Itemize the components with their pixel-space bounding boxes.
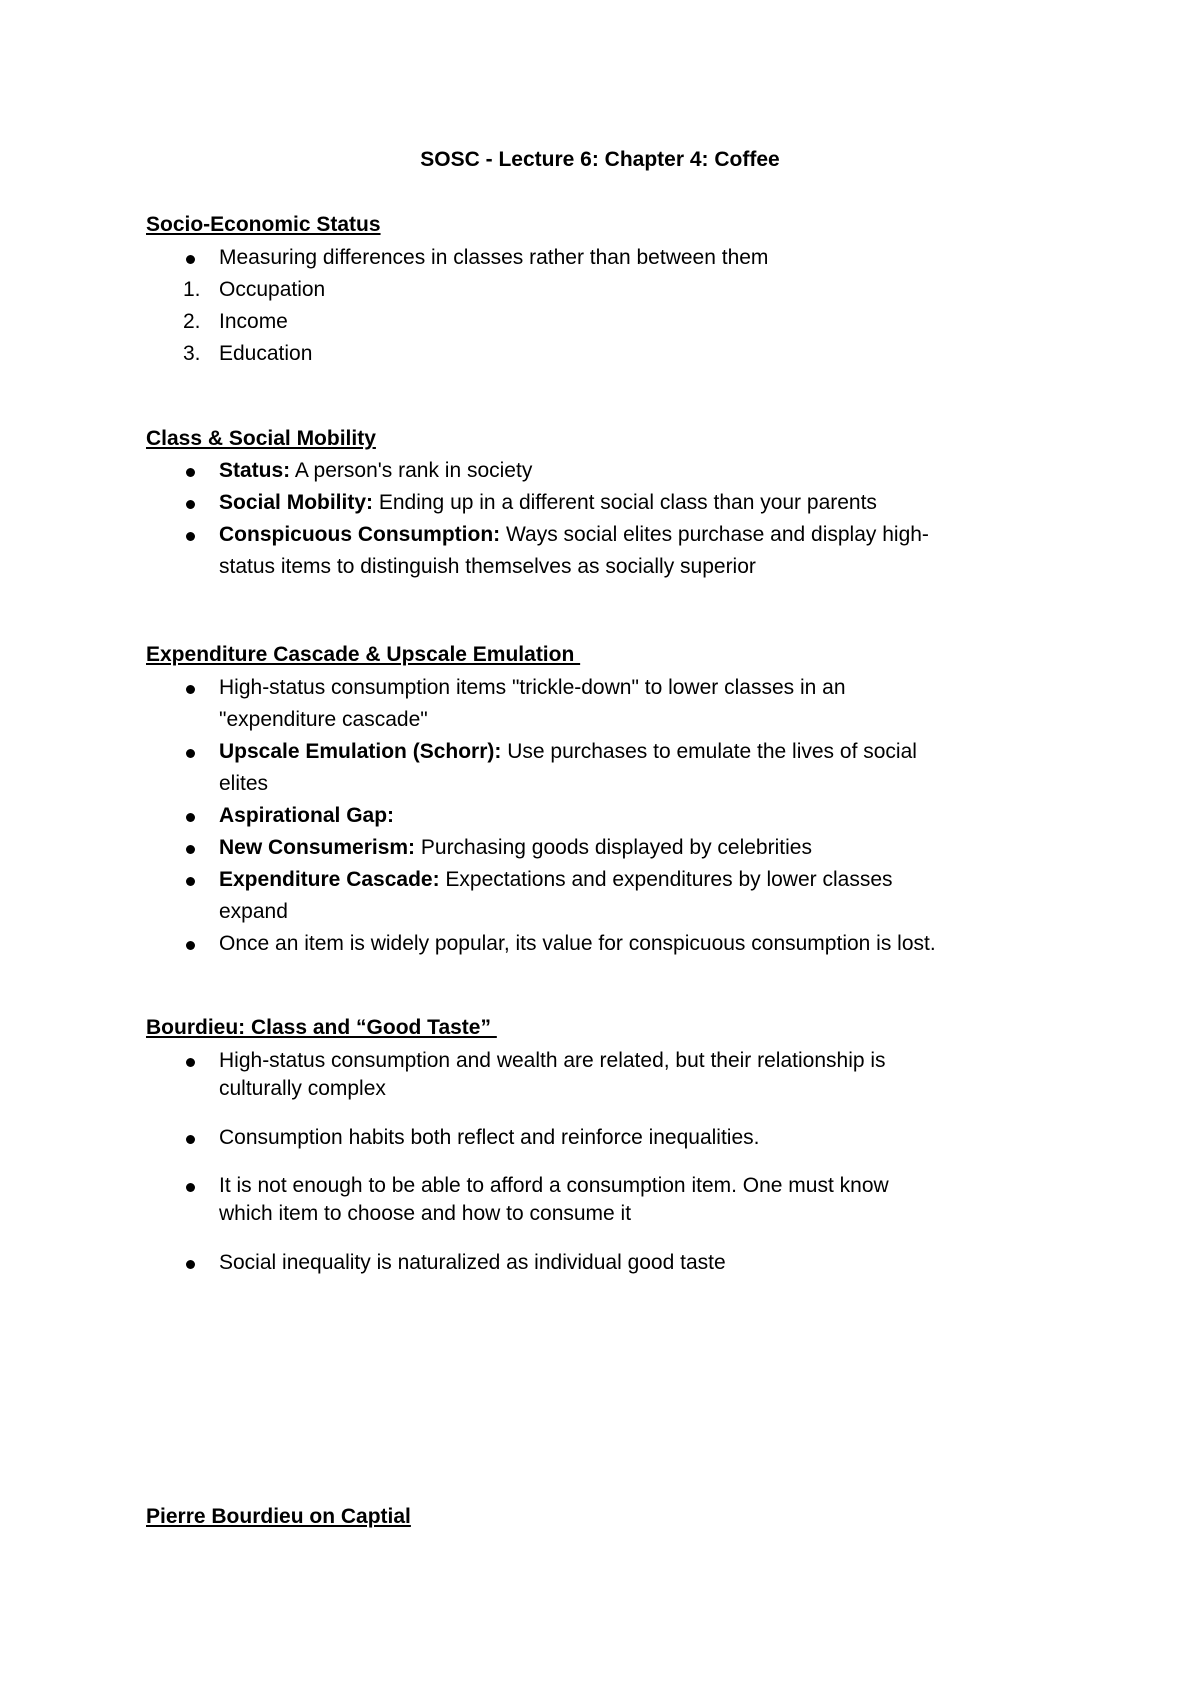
list-item bbox=[0, 491, 1200, 523]
definition: A person's rank in society bbox=[290, 459, 533, 482]
list-item-text-continued: culturally complex bbox=[219, 1077, 386, 1100]
list-item-text: Social inequality is naturalized as individual good taste bbox=[219, 1251, 726, 1274]
document-title: SOSC - Lecture 6: Chapter 4: Coffee bbox=[420, 148, 780, 171]
definition: Expectations and expenditures by lower classes bbox=[439, 868, 893, 891]
bullet-icon bbox=[186, 845, 195, 854]
list-item-text: Once an item is widely popular, its value for conspicuous consumption is lost. bbox=[219, 932, 936, 955]
bullet-icon bbox=[186, 1135, 195, 1144]
bullet-icon bbox=[186, 468, 195, 477]
list-item-text-continued: which item to choose and how to consume it bbox=[219, 1202, 632, 1225]
term: New Consumerism: bbox=[219, 836, 416, 859]
section-heading-bourdieu-good-taste: Bourdieu: Class and “Good Taste” bbox=[146, 1016, 497, 1039]
list-item-text-continued: "expenditure cascade" bbox=[219, 708, 428, 731]
bullet-icon bbox=[186, 749, 195, 758]
section-heading-class-social-mobility: Class & Social Mobility bbox=[146, 427, 376, 450]
section-heading-socio-economic-status: Socio-Economic Status bbox=[146, 213, 381, 236]
definition: Use purchases to emulate the lives of social bbox=[501, 740, 917, 763]
list-item-text bbox=[219, 740, 917, 764]
bullet-icon bbox=[186, 685, 195, 694]
list-item-text bbox=[219, 459, 532, 483]
list-item-text bbox=[219, 804, 394, 828]
list-item bbox=[0, 459, 1200, 491]
term: Conspicuous Consumption: bbox=[219, 523, 501, 546]
list-item bbox=[0, 804, 1200, 836]
term: Social Mobility: bbox=[219, 491, 374, 514]
list-item-text bbox=[219, 491, 877, 515]
list-item bbox=[0, 740, 1200, 772]
list-item bbox=[0, 1251, 1200, 1283]
bullet-icon bbox=[186, 1058, 195, 1067]
list-item bbox=[0, 342, 1200, 374]
list-number: 2. bbox=[183, 310, 201, 333]
definition-continued: expand bbox=[219, 900, 288, 923]
definition: Purchasing goods displayed by celebrities bbox=[415, 836, 812, 859]
bullet-icon bbox=[186, 1183, 195, 1192]
list-item-text: Income bbox=[219, 310, 288, 333]
definition: Ending up in a different social class than your parents bbox=[373, 491, 877, 514]
list-item bbox=[0, 310, 1200, 342]
list-item bbox=[0, 676, 1200, 708]
list-item bbox=[0, 836, 1200, 868]
list-item-text: Measuring differences in classes rather than between them bbox=[219, 246, 769, 269]
list-item bbox=[0, 523, 1200, 555]
list-item bbox=[0, 868, 1200, 900]
list-item-text bbox=[219, 523, 929, 547]
list-item bbox=[0, 1126, 1200, 1158]
bullet-icon bbox=[186, 813, 195, 822]
term: Upscale Emulation (Schorr): bbox=[219, 740, 502, 763]
list-item-text: It is not enough to be able to afford a consumption item. One must know bbox=[219, 1174, 889, 1197]
list-item-text: Education bbox=[219, 342, 313, 365]
list-item-text: High-status consumption and wealth are related, but their relationship is bbox=[219, 1049, 886, 1072]
list-item-continuation bbox=[0, 1077, 1200, 1109]
list-item-continuation bbox=[0, 772, 1200, 804]
term: Expenditure Cascade: bbox=[219, 868, 440, 891]
bullet-icon bbox=[186, 941, 195, 950]
bullet-icon bbox=[186, 877, 195, 886]
list-item-text bbox=[219, 868, 893, 892]
definition: Ways social elites purchase and display high- bbox=[500, 523, 929, 546]
term: Status: bbox=[219, 459, 291, 482]
bullet-icon bbox=[186, 255, 195, 264]
list-item-text: Consumption habits both reflect and reinforce inequalities. bbox=[219, 1126, 760, 1149]
list-item-continuation bbox=[0, 1202, 1200, 1234]
list-item-text: Occupation bbox=[219, 278, 326, 301]
list-item-text bbox=[219, 836, 812, 860]
bullet-icon bbox=[186, 1260, 195, 1269]
list-item bbox=[0, 932, 1200, 964]
definition-continued: status items to distinguish themselves as socially superior bbox=[219, 555, 756, 578]
list-item-text: High-status consumption items "trickle-down" to lower classes in an bbox=[219, 676, 846, 699]
bullet-icon bbox=[186, 532, 195, 541]
list-number: 1. bbox=[183, 278, 201, 301]
list-item-continuation bbox=[0, 708, 1200, 740]
list-item bbox=[0, 246, 1200, 278]
section-heading-expenditure-cascade: Expenditure Cascade & Upscale Emulation bbox=[146, 643, 581, 666]
term: Aspirational Gap: bbox=[219, 804, 395, 827]
list-number: 3. bbox=[183, 342, 201, 365]
list-item bbox=[0, 278, 1200, 310]
section-heading-pierre-bourdieu-capital: Pierre Bourdieu on Captial bbox=[146, 1505, 411, 1528]
bullet-icon bbox=[186, 500, 195, 509]
list-item-continuation bbox=[0, 900, 1200, 932]
list-item-continuation bbox=[0, 555, 1200, 587]
definition-continued: elites bbox=[219, 772, 269, 795]
